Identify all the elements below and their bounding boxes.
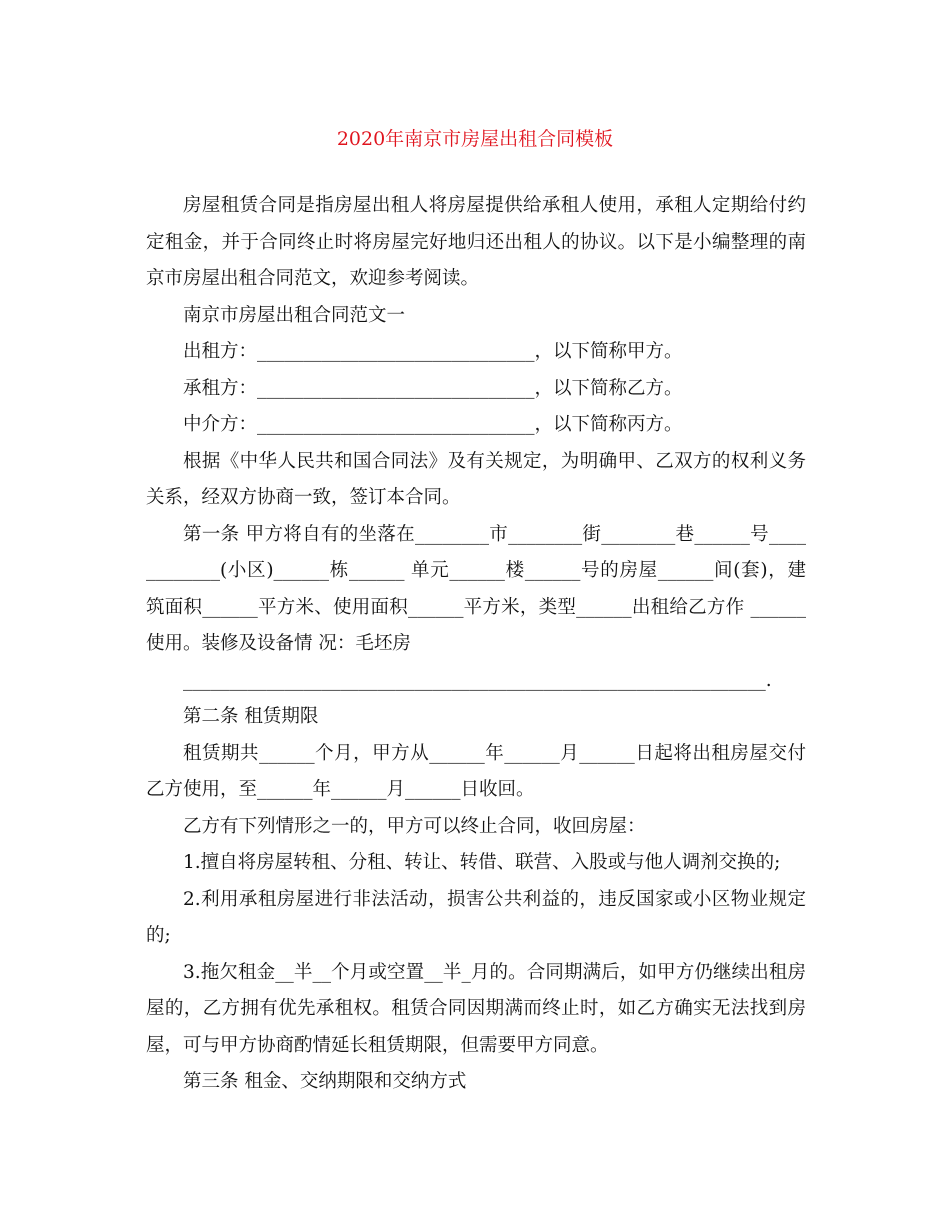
lessor-line: 出租方：______________________________，以下简称甲方。 <box>183 341 683 362</box>
termination-item-3: 3.拖欠租金__半__个月或空置__半_月的。合同期满后，如甲方仍继续出租房屋的，乙方拥有优先承租权。租赁合同因期满而终止时，如乙方确实无法找到房屋，可与甲方协商酌情延长租赁期限，但需要甲方同意。 <box>146 961 806 1056</box>
document-title: 2020年南京市房屋出租合同模板 <box>336 128 614 150</box>
agent-line: 中介方：______________________________，以下简称丙方。 <box>183 414 683 435</box>
section-heading-sample-one: 南京市房屋出租合同范文一 <box>183 304 406 326</box>
legal-basis-paragraph: 根据《中华人民共和国合同法》及有关规定，为明确甲、乙双方的权利义务关系，经双方协商一致，签订本合同。 <box>146 450 806 508</box>
termination-intro-paragraph: 乙方有下列情形之一的，甲方可以终止合同，收回房屋： <box>183 815 646 837</box>
document-body <box>146 188 806 1101</box>
termination-item-1: 1.擅自将房屋转租、分租、转让、转借、联营、入股或与他人调剂交换的; <box>183 852 781 873</box>
fill-in-blank-line: _______________________________________________________________. <box>183 669 772 691</box>
lease-term-paragraph: 租赁期共______个月，甲方从______年______月______日起将出租房屋交付乙方使用，至______年______月______日收回。 <box>146 742 806 800</box>
article-two-heading: 第二条 租赁期限 <box>183 706 319 727</box>
article-one-paragraph: 第一条 甲方将自有的坐落在________市________街________巷______号____________(小区)______栋______ 单元______楼______号的房屋______间(套)，建筑面积______平方米、使用面积______平方米，类型______出租给乙方作 ______使用。装修及设备情 况：毛坯房 <box>146 523 806 654</box>
lessee-line: 承租方：______________________________，以下简称乙方。 <box>183 377 683 399</box>
termination-item-2: 2.利用承租房屋进行非法活动，损害公共利益的，违反国家或小区物业规定的; <box>146 888 806 946</box>
article-three-heading: 第三条 租金、交纳期限和交纳方式 <box>183 1071 467 1092</box>
intro-paragraph: 房屋租赁合同是指房屋出租人将房屋提供给承租人使用，承租人定期给付约定租金，并于合同终止时将房屋完好地归还出租人的协议。以下是小编整理的南京市房屋出租合同范文，欢迎参考阅读。 <box>146 195 806 289</box>
